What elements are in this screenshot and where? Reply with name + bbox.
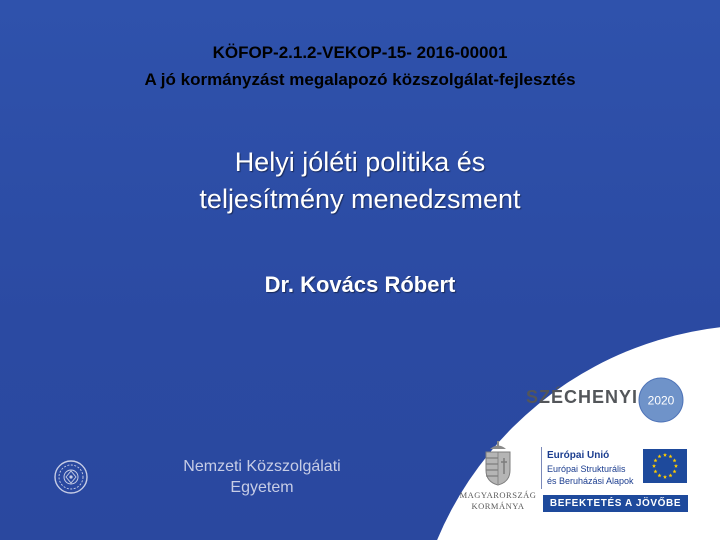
investment-slogan-bar: BEFEKTETÉS A JÖVŐBE <box>543 495 688 512</box>
szechenyi-year: 2020 <box>647 393 675 408</box>
project-code: KÖFOP-2.1.2-VEKOP-15- 2016-00001 <box>212 43 508 62</box>
university-seal-icon <box>54 460 88 494</box>
author-name: Dr. Kovács Róbert <box>264 272 456 297</box>
hungarian-coat-of-arms-icon <box>476 440 520 486</box>
eu-label-line-2: Európai Strukturális <box>547 464 626 474</box>
szechenyi-2020-badge-icon <box>638 377 684 423</box>
government-name-line-1: MAGYARORSZÁG <box>459 490 537 500</box>
government-name-line-2: KORMÁNYA <box>471 501 525 511</box>
eu-label-line-1: Európai Unió <box>547 450 610 461</box>
szechenyi-wordmark: SZÉCHENYI <box>526 387 639 407</box>
university-name-line-1: Nemzeti Közszolgálati <box>183 458 341 475</box>
project-name: A jó kormányzást megalapozó közszolgálat-fejlesztés <box>144 70 576 89</box>
slide-title-line-1: Helyi jóléti politika és <box>234 147 486 177</box>
university-name-line-2: Egyetem <box>230 479 294 496</box>
government-name <box>456 490 540 512</box>
slide-title-line-2: teljesítmény menedzsment <box>199 184 521 214</box>
university-name <box>150 456 374 498</box>
eu-funds-label <box>541 447 640 489</box>
eu-flag-icon <box>643 449 687 483</box>
slide-title <box>0 144 720 218</box>
eu-label-line-3: és Beruházási Alapok <box>547 476 634 486</box>
